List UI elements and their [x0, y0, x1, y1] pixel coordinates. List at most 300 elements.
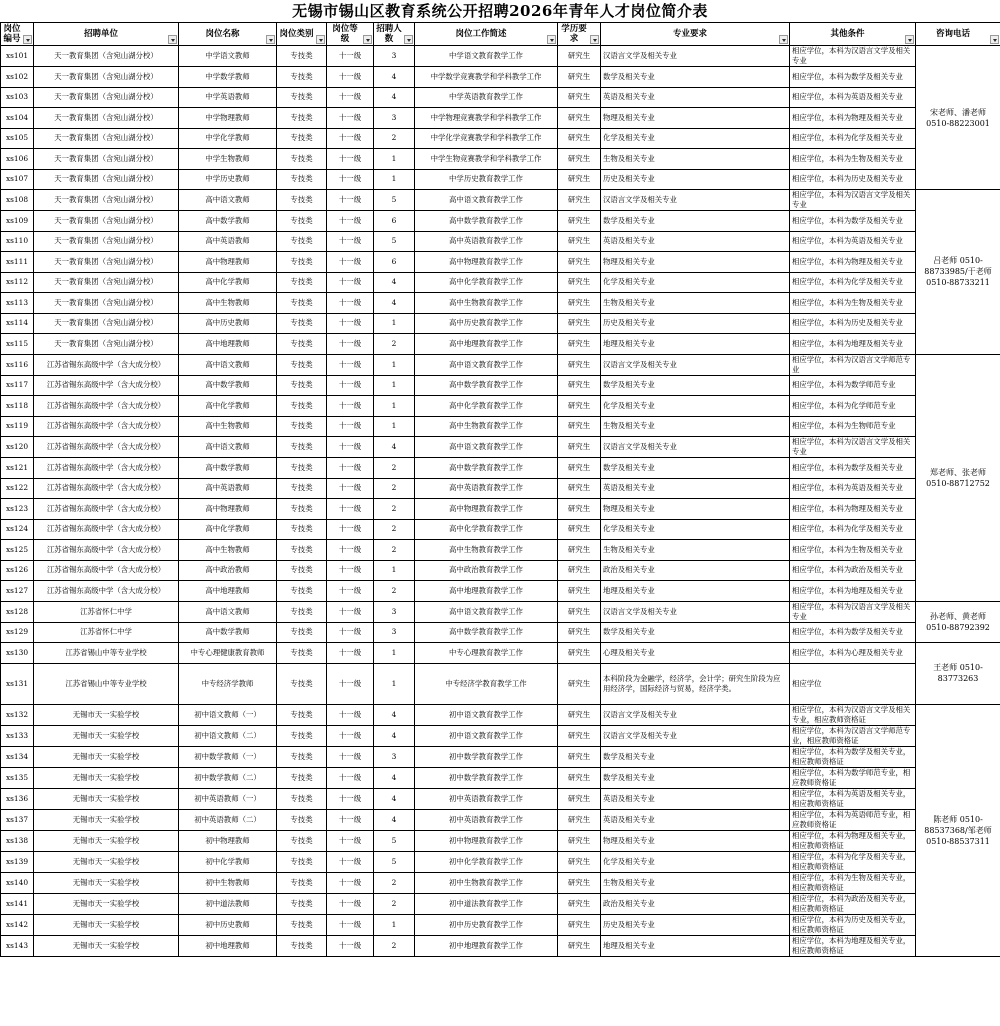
job-description-cell[interactable]: 高中语文教育教学工作 [415, 601, 558, 622]
employer-cell[interactable]: 江苏省锡东高级中学（含大成分校） [34, 478, 179, 499]
job-description-cell[interactable]: 初中物理教育教学工作 [415, 830, 558, 851]
employer-cell[interactable]: 无锡市天一实验学校 [34, 746, 179, 767]
level-cell[interactable]: 十一级 [327, 643, 374, 664]
other-conditions-cell[interactable]: 相应学位，本科为化学及相关专业 [790, 128, 916, 149]
employer-cell[interactable]: 江苏省怀仁中学 [34, 622, 179, 643]
level-cell[interactable]: 十一级 [327, 478, 374, 499]
job-description-cell[interactable]: 高中历史教育教学工作 [415, 313, 558, 334]
employer-cell[interactable]: 天一教育集团（含宛山湖分校） [34, 190, 179, 211]
position-id-cell[interactable]: xs125 [1, 540, 34, 561]
headcount-cell[interactable]: 1 [374, 169, 415, 190]
education-cell[interactable]: 研究生 [558, 663, 601, 704]
level-cell[interactable]: 十一级 [327, 458, 374, 479]
headcount-cell[interactable]: 5 [374, 190, 415, 211]
position-name-cell[interactable]: 高中语文教师 [179, 354, 277, 375]
category-cell[interactable]: 专技类 [277, 437, 327, 458]
job-description-cell[interactable]: 高中生物教育教学工作 [415, 540, 558, 561]
education-cell[interactable]: 研究生 [558, 458, 601, 479]
major-cell[interactable]: 政治及相关专业 [601, 560, 790, 581]
major-cell[interactable]: 本科阶段为金融学，经济学，会计学；研究生阶段为应用经济学，国际经济与贸易，经济学类。 [601, 663, 790, 704]
level-cell[interactable]: 十一级 [327, 788, 374, 809]
employer-cell[interactable]: 江苏省锡山中等专业学校 [34, 643, 179, 664]
other-conditions-cell[interactable]: 相应学位，本科为政治及相关专业，相应教师资格证 [790, 893, 916, 914]
filter-dropdown-icon[interactable] [590, 35, 599, 44]
major-cell[interactable]: 地理及相关专业 [601, 581, 790, 602]
position-name-cell[interactable]: 初中化学教师 [179, 851, 277, 872]
category-cell[interactable]: 专技类 [277, 46, 327, 67]
education-cell[interactable]: 研究生 [558, 746, 601, 767]
other-conditions-cell[interactable]: 相应学位，本科为英语及相关专业，相应教师资格证 [790, 788, 916, 809]
job-description-cell[interactable]: 初中道法教育教学工作 [415, 893, 558, 914]
job-description-cell[interactable]: 高中化学教育教学工作 [415, 272, 558, 293]
headcount-cell[interactable]: 1 [374, 643, 415, 664]
job-description-cell[interactable]: 中学语文教育教学工作 [415, 46, 558, 67]
level-cell[interactable]: 十一级 [327, 87, 374, 108]
category-cell[interactable]: 专技类 [277, 149, 327, 170]
employer-cell[interactable]: 江苏省锡东高级中学（含大成分校） [34, 354, 179, 375]
level-cell[interactable]: 十一级 [327, 169, 374, 190]
level-cell[interactable]: 十一级 [327, 725, 374, 746]
other-conditions-cell[interactable]: 相应学位，本科为英语及相关专业 [790, 87, 916, 108]
job-description-cell[interactable]: 初中数学教育教学工作 [415, 767, 558, 788]
employer-cell[interactable]: 天一教育集团（含宛山湖分校） [34, 169, 179, 190]
job-description-cell[interactable]: 高中英语教育教学工作 [415, 231, 558, 252]
category-cell[interactable]: 专技类 [277, 375, 327, 396]
position-name-cell[interactable]: 初中地理教师 [179, 935, 277, 956]
other-conditions-cell[interactable]: 相应学位，本科为汉语言文学及相关专业 [790, 601, 916, 622]
education-cell[interactable]: 研究生 [558, 67, 601, 88]
other-conditions-cell[interactable]: 相应学位，本科为心理及相关专业 [790, 643, 916, 664]
education-cell[interactable]: 研究生 [558, 313, 601, 334]
employer-cell[interactable]: 江苏省锡东高级中学（含大成分校） [34, 458, 179, 479]
headcount-cell[interactable]: 2 [374, 540, 415, 561]
position-name-cell[interactable]: 中学物理教师 [179, 108, 277, 129]
category-cell[interactable]: 专技类 [277, 67, 327, 88]
category-cell[interactable]: 专技类 [277, 108, 327, 129]
header-position-level[interactable]: 岗位等级 [327, 23, 374, 46]
major-cell[interactable]: 汉语言文学及相关专业 [601, 601, 790, 622]
job-description-cell[interactable]: 高中生物教育教学工作 [415, 416, 558, 437]
position-id-cell[interactable]: xs123 [1, 499, 34, 520]
category-cell[interactable]: 专技类 [277, 830, 327, 851]
position-name-cell[interactable]: 初中物理教师 [179, 830, 277, 851]
contact-cell[interactable]: 宋老师、潘老师 0510-88223001 [916, 46, 1000, 190]
position-id-cell[interactable]: xs137 [1, 809, 34, 830]
major-cell[interactable]: 历史及相关专业 [601, 169, 790, 190]
other-conditions-cell[interactable]: 相应学位，本科为生物师范专业 [790, 416, 916, 437]
job-description-cell[interactable]: 高中语文教育教学工作 [415, 354, 558, 375]
position-name-cell[interactable]: 中学英语教师 [179, 87, 277, 108]
level-cell[interactable]: 十一级 [327, 190, 374, 211]
job-description-cell[interactable]: 初中英语教育教学工作 [415, 809, 558, 830]
other-conditions-cell[interactable]: 相应学位，本科为化学及相关专业，相应教师资格证 [790, 851, 916, 872]
major-cell[interactable]: 汉语言文学及相关专业 [601, 190, 790, 211]
category-cell[interactable]: 专技类 [277, 252, 327, 273]
headcount-cell[interactable]: 2 [374, 935, 415, 956]
category-cell[interactable]: 专技类 [277, 872, 327, 893]
category-cell[interactable]: 专技类 [277, 416, 327, 437]
headcount-cell[interactable]: 2 [374, 478, 415, 499]
level-cell[interactable]: 十一级 [327, 519, 374, 540]
filter-dropdown-icon[interactable] [316, 35, 325, 44]
position-name-cell[interactable]: 高中数学教师 [179, 375, 277, 396]
employer-cell[interactable]: 无锡市天一实验学校 [34, 935, 179, 956]
header-employer[interactable]: 招聘单位 [34, 23, 179, 46]
education-cell[interactable]: 研究生 [558, 354, 601, 375]
education-cell[interactable]: 研究生 [558, 169, 601, 190]
headcount-cell[interactable]: 5 [374, 851, 415, 872]
level-cell[interactable]: 十一级 [327, 767, 374, 788]
level-cell[interactable]: 十一级 [327, 560, 374, 581]
other-conditions-cell[interactable]: 相应学位，本科为汉语言文学及相关专业 [790, 190, 916, 211]
employer-cell[interactable]: 江苏省锡山中等专业学校 [34, 663, 179, 704]
education-cell[interactable]: 研究生 [558, 935, 601, 956]
major-cell[interactable]: 生物及相关专业 [601, 293, 790, 314]
contact-cell[interactable]: 吕老师 0510-88733985/于老师 0510-88733211 [916, 190, 1000, 355]
employer-cell[interactable]: 天一教育集团（含宛山湖分校） [34, 293, 179, 314]
position-name-cell[interactable]: 中学历史教师 [179, 169, 277, 190]
position-name-cell[interactable]: 高中历史教师 [179, 313, 277, 334]
employer-cell[interactable]: 无锡市天一实验学校 [34, 788, 179, 809]
education-cell[interactable]: 研究生 [558, 830, 601, 851]
header-job-description[interactable]: 岗位工作简述 [415, 23, 558, 46]
contact-cell[interactable]: 王老师 0510-83773263 [916, 643, 1000, 705]
education-cell[interactable]: 研究生 [558, 211, 601, 232]
position-name-cell[interactable]: 初中语文教师（二） [179, 725, 277, 746]
category-cell[interactable]: 专技类 [277, 396, 327, 417]
headcount-cell[interactable]: 2 [374, 519, 415, 540]
headcount-cell[interactable]: 4 [374, 67, 415, 88]
education-cell[interactable]: 研究生 [558, 478, 601, 499]
position-name-cell[interactable]: 高中生物教师 [179, 293, 277, 314]
level-cell[interactable]: 十一级 [327, 914, 374, 935]
category-cell[interactable]: 专技类 [277, 893, 327, 914]
other-conditions-cell[interactable]: 相应学位，本科为历史及相关专业，相应教师资格证 [790, 914, 916, 935]
education-cell[interactable]: 研究生 [558, 788, 601, 809]
level-cell[interactable]: 十一级 [327, 231, 374, 252]
employer-cell[interactable]: 无锡市天一实验学校 [34, 767, 179, 788]
category-cell[interactable]: 专技类 [277, 581, 327, 602]
headcount-cell[interactable]: 2 [374, 458, 415, 479]
major-cell[interactable]: 历史及相关专业 [601, 914, 790, 935]
category-cell[interactable]: 专技类 [277, 914, 327, 935]
major-cell[interactable]: 英语及相关专业 [601, 231, 790, 252]
position-id-cell[interactable]: xs111 [1, 252, 34, 273]
level-cell[interactable]: 十一级 [327, 354, 374, 375]
filter-dropdown-icon[interactable] [23, 35, 32, 44]
position-name-cell[interactable]: 初中英语教师（二） [179, 809, 277, 830]
category-cell[interactable]: 专技类 [277, 746, 327, 767]
position-id-cell[interactable]: xs130 [1, 643, 34, 664]
position-name-cell[interactable]: 高中化学教师 [179, 519, 277, 540]
other-conditions-cell[interactable]: 相应学位，本科为汉语言文学师范专业 [790, 354, 916, 375]
education-cell[interactable]: 研究生 [558, 704, 601, 725]
education-cell[interactable]: 研究生 [558, 87, 601, 108]
position-id-cell[interactable]: xs121 [1, 458, 34, 479]
major-cell[interactable]: 英语及相关专业 [601, 788, 790, 809]
level-cell[interactable]: 十一级 [327, 375, 374, 396]
position-id-cell[interactable]: xs117 [1, 375, 34, 396]
other-conditions-cell[interactable]: 相应学位 [790, 663, 916, 704]
level-cell[interactable]: 十一级 [327, 128, 374, 149]
level-cell[interactable]: 十一级 [327, 893, 374, 914]
position-id-cell[interactable]: xs118 [1, 396, 34, 417]
level-cell[interactable]: 十一级 [327, 622, 374, 643]
headcount-cell[interactable]: 4 [374, 272, 415, 293]
category-cell[interactable]: 专技类 [277, 788, 327, 809]
major-cell[interactable]: 历史及相关专业 [601, 313, 790, 334]
other-conditions-cell[interactable]: 相应学位，本科为数学师范专业 [790, 375, 916, 396]
position-name-cell[interactable]: 高中数学教师 [179, 458, 277, 479]
position-name-cell[interactable]: 高中化学教师 [179, 272, 277, 293]
category-cell[interactable]: 专技类 [277, 272, 327, 293]
major-cell[interactable]: 数学及相关专业 [601, 211, 790, 232]
position-id-cell[interactable]: xs109 [1, 211, 34, 232]
job-description-cell[interactable]: 初中语文教育教学工作 [415, 704, 558, 725]
headcount-cell[interactable]: 4 [374, 809, 415, 830]
position-name-cell[interactable]: 高中语文教师 [179, 190, 277, 211]
other-conditions-cell[interactable]: 相应学位，本科为英语师范专业，相应教师资格证 [790, 809, 916, 830]
headcount-cell[interactable]: 4 [374, 725, 415, 746]
filter-dropdown-icon[interactable] [404, 35, 413, 44]
other-conditions-cell[interactable]: 相应学位，本科为英语及相关专业 [790, 478, 916, 499]
contact-cell[interactable]: 孙老师、黄老师 0510-88792392 [916, 601, 1000, 643]
position-name-cell[interactable]: 高中地理教师 [179, 581, 277, 602]
category-cell[interactable]: 专技类 [277, 354, 327, 375]
position-name-cell[interactable]: 初中生物教师 [179, 872, 277, 893]
other-conditions-cell[interactable]: 相应学位，本科为地理及相关专业 [790, 334, 916, 355]
filter-dropdown-icon[interactable] [363, 35, 372, 44]
job-description-cell[interactable]: 中专经济学教育教学工作 [415, 663, 558, 704]
category-cell[interactable]: 专技类 [277, 499, 327, 520]
major-cell[interactable]: 化学及相关专业 [601, 519, 790, 540]
position-id-cell[interactable]: xs108 [1, 190, 34, 211]
major-cell[interactable]: 化学及相关专业 [601, 396, 790, 417]
other-conditions-cell[interactable]: 相应学位，本科为数学及相关专业 [790, 211, 916, 232]
major-cell[interactable]: 生物及相关专业 [601, 872, 790, 893]
header-position-category[interactable]: 岗位类别 [277, 23, 327, 46]
level-cell[interactable]: 十一级 [327, 809, 374, 830]
position-name-cell[interactable]: 初中历史教师 [179, 914, 277, 935]
major-cell[interactable]: 数学及相关专业 [601, 375, 790, 396]
major-cell[interactable]: 数学及相关专业 [601, 622, 790, 643]
employer-cell[interactable]: 江苏省锡东高级中学（含大成分校） [34, 396, 179, 417]
category-cell[interactable]: 专技类 [277, 622, 327, 643]
headcount-cell[interactable]: 1 [374, 416, 415, 437]
headcount-cell[interactable]: 3 [374, 746, 415, 767]
employer-cell[interactable]: 天一教育集团（含宛山湖分校） [34, 149, 179, 170]
education-cell[interactable]: 研究生 [558, 231, 601, 252]
employer-cell[interactable]: 天一教育集团（含宛山湖分校） [34, 313, 179, 334]
level-cell[interactable]: 十一级 [327, 581, 374, 602]
major-cell[interactable]: 英语及相关专业 [601, 87, 790, 108]
category-cell[interactable]: 专技类 [277, 601, 327, 622]
job-description-cell[interactable]: 高中英语教育教学工作 [415, 478, 558, 499]
position-name-cell[interactable]: 中学数学教师 [179, 67, 277, 88]
education-cell[interactable]: 研究生 [558, 375, 601, 396]
job-description-cell[interactable]: 初中地理教育教学工作 [415, 935, 558, 956]
position-name-cell[interactable]: 高中物理教师 [179, 252, 277, 273]
category-cell[interactable]: 专技类 [277, 128, 327, 149]
position-id-cell[interactable]: xs132 [1, 704, 34, 725]
header-education[interactable]: 学历要求 [558, 23, 601, 46]
position-id-cell[interactable]: xs136 [1, 788, 34, 809]
major-cell[interactable]: 汉语言文学及相关专业 [601, 704, 790, 725]
level-cell[interactable]: 十一级 [327, 499, 374, 520]
major-cell[interactable]: 化学及相关专业 [601, 272, 790, 293]
level-cell[interactable]: 十一级 [327, 830, 374, 851]
position-id-cell[interactable]: xs102 [1, 67, 34, 88]
other-conditions-cell[interactable]: 相应学位，本科为汉语言文学及相关专业，相应教师资格证 [790, 704, 916, 725]
position-name-cell[interactable]: 高中化学教师 [179, 396, 277, 417]
filter-dropdown-icon[interactable] [547, 35, 556, 44]
education-cell[interactable]: 研究生 [558, 893, 601, 914]
level-cell[interactable]: 十一级 [327, 67, 374, 88]
job-description-cell[interactable]: 高中数学教育教学工作 [415, 622, 558, 643]
employer-cell[interactable]: 无锡市天一实验学校 [34, 851, 179, 872]
level-cell[interactable]: 十一级 [327, 437, 374, 458]
major-cell[interactable]: 化学及相关专业 [601, 851, 790, 872]
other-conditions-cell[interactable]: 相应学位，本科为汉语言文学及相关专业 [790, 437, 916, 458]
headcount-cell[interactable]: 2 [374, 893, 415, 914]
position-id-cell[interactable]: xs120 [1, 437, 34, 458]
employer-cell[interactable]: 天一教育集团（含宛山湖分校） [34, 108, 179, 129]
category-cell[interactable]: 专技类 [277, 190, 327, 211]
header-major[interactable]: 专业要求 [601, 23, 790, 46]
education-cell[interactable]: 研究生 [558, 519, 601, 540]
position-id-cell[interactable]: xs141 [1, 893, 34, 914]
employer-cell[interactable]: 无锡市天一实验学校 [34, 893, 179, 914]
education-cell[interactable]: 研究生 [558, 416, 601, 437]
category-cell[interactable]: 专技类 [277, 725, 327, 746]
employer-cell[interactable]: 天一教育集团（含宛山湖分校） [34, 46, 179, 67]
level-cell[interactable]: 十一级 [327, 704, 374, 725]
header-position-name[interactable]: 岗位名称 [179, 23, 277, 46]
major-cell[interactable]: 汉语言文学及相关专业 [601, 725, 790, 746]
contact-cell[interactable]: 陈老师 0510-88537368/邹老师 0510-88537311 [916, 704, 1000, 956]
level-cell[interactable]: 十一级 [327, 663, 374, 704]
employer-cell[interactable]: 江苏省锡东高级中学（含大成分校） [34, 375, 179, 396]
education-cell[interactable]: 研究生 [558, 581, 601, 602]
employer-cell[interactable]: 江苏省锡东高级中学（含大成分校） [34, 540, 179, 561]
employer-cell[interactable]: 江苏省锡东高级中学（含大成分校） [34, 581, 179, 602]
headcount-cell[interactable]: 1 [374, 375, 415, 396]
job-description-cell[interactable]: 高中数学教育教学工作 [415, 458, 558, 479]
major-cell[interactable]: 汉语言文学及相关专业 [601, 354, 790, 375]
position-id-cell[interactable]: xs134 [1, 746, 34, 767]
position-id-cell[interactable]: xs105 [1, 128, 34, 149]
level-cell[interactable]: 十一级 [327, 108, 374, 129]
headcount-cell[interactable]: 6 [374, 252, 415, 273]
position-id-cell[interactable]: xs133 [1, 725, 34, 746]
position-id-cell[interactable]: xs127 [1, 581, 34, 602]
major-cell[interactable]: 心理及相关专业 [601, 643, 790, 664]
headcount-cell[interactable]: 2 [374, 581, 415, 602]
other-conditions-cell[interactable]: 相应学位，本科为数学及相关专业 [790, 622, 916, 643]
headcount-cell[interactable]: 1 [374, 914, 415, 935]
category-cell[interactable]: 专技类 [277, 458, 327, 479]
filter-dropdown-icon[interactable] [905, 35, 914, 44]
education-cell[interactable]: 研究生 [558, 334, 601, 355]
category-cell[interactable]: 专技类 [277, 935, 327, 956]
major-cell[interactable]: 汉语言文学及相关专业 [601, 46, 790, 67]
other-conditions-cell[interactable]: 相应学位，本科为数学及相关专业 [790, 458, 916, 479]
position-id-cell[interactable]: xs126 [1, 560, 34, 581]
headcount-cell[interactable]: 4 [374, 293, 415, 314]
level-cell[interactable]: 十一级 [327, 851, 374, 872]
headcount-cell[interactable]: 1 [374, 560, 415, 581]
major-cell[interactable]: 地理及相关专业 [601, 935, 790, 956]
category-cell[interactable]: 专技类 [277, 560, 327, 581]
job-description-cell[interactable]: 中学化学竞赛教学和学科教学工作 [415, 128, 558, 149]
position-id-cell[interactable]: xs128 [1, 601, 34, 622]
level-cell[interactable]: 十一级 [327, 211, 374, 232]
education-cell[interactable]: 研究生 [558, 149, 601, 170]
position-id-cell[interactable]: xs122 [1, 478, 34, 499]
major-cell[interactable]: 生物及相关专业 [601, 540, 790, 561]
other-conditions-cell[interactable]: 相应学位，本科为物理及相关专业 [790, 252, 916, 273]
category-cell[interactable]: 专技类 [277, 293, 327, 314]
position-name-cell[interactable]: 初中道法教师 [179, 893, 277, 914]
headcount-cell[interactable]: 1 [374, 396, 415, 417]
job-description-cell[interactable]: 初中语文教育教学工作 [415, 725, 558, 746]
headcount-cell[interactable]: 2 [374, 334, 415, 355]
level-cell[interactable]: 十一级 [327, 313, 374, 334]
position-name-cell[interactable]: 高中数学教师 [179, 211, 277, 232]
employer-cell[interactable]: 天一教育集团（含宛山湖分校） [34, 67, 179, 88]
position-name-cell[interactable]: 中学生物教师 [179, 149, 277, 170]
headcount-cell[interactable]: 3 [374, 601, 415, 622]
position-id-cell[interactable]: xs140 [1, 872, 34, 893]
position-id-cell[interactable]: xs129 [1, 622, 34, 643]
employer-cell[interactable]: 江苏省锡东高级中学（含大成分校） [34, 499, 179, 520]
headcount-cell[interactable]: 4 [374, 704, 415, 725]
major-cell[interactable]: 政治及相关专业 [601, 893, 790, 914]
education-cell[interactable]: 研究生 [558, 540, 601, 561]
employer-cell[interactable]: 天一教育集团（含宛山湖分校） [34, 252, 179, 273]
other-conditions-cell[interactable]: 相应学位，本科为历史及相关专业 [790, 313, 916, 334]
headcount-cell[interactable]: 4 [374, 788, 415, 809]
major-cell[interactable]: 英语及相关专业 [601, 809, 790, 830]
headcount-cell[interactable]: 1 [374, 149, 415, 170]
education-cell[interactable]: 研究生 [558, 560, 601, 581]
level-cell[interactable]: 十一级 [327, 252, 374, 273]
position-id-cell[interactable]: xs139 [1, 851, 34, 872]
level-cell[interactable]: 十一级 [327, 46, 374, 67]
position-name-cell[interactable]: 中学语文教师 [179, 46, 277, 67]
position-id-cell[interactable]: xs124 [1, 519, 34, 540]
education-cell[interactable]: 研究生 [558, 190, 601, 211]
position-name-cell[interactable]: 中专心理健康教育教师 [179, 643, 277, 664]
education-cell[interactable]: 研究生 [558, 725, 601, 746]
headcount-cell[interactable]: 3 [374, 622, 415, 643]
other-conditions-cell[interactable]: 相应学位，本科为化学师范专业 [790, 396, 916, 417]
other-conditions-cell[interactable]: 相应学位，本科为英语及相关专业 [790, 231, 916, 252]
other-conditions-cell[interactable]: 相应学位，本科为汉语言文学师范专业，相应教师资格证 [790, 725, 916, 746]
level-cell[interactable]: 十一级 [327, 746, 374, 767]
category-cell[interactable]: 专技类 [277, 519, 327, 540]
category-cell[interactable]: 专技类 [277, 334, 327, 355]
category-cell[interactable]: 专技类 [277, 231, 327, 252]
headcount-cell[interactable]: 2 [374, 872, 415, 893]
employer-cell[interactable]: 天一教育集团（含宛山湖分校） [34, 87, 179, 108]
education-cell[interactable]: 研究生 [558, 643, 601, 664]
other-conditions-cell[interactable]: 相应学位，本科为地理及相关专业，相应教师资格证 [790, 935, 916, 956]
major-cell[interactable]: 数学及相关专业 [601, 458, 790, 479]
employer-cell[interactable]: 无锡市天一实验学校 [34, 725, 179, 746]
job-description-cell[interactable]: 高中地理教育教学工作 [415, 334, 558, 355]
education-cell[interactable]: 研究生 [558, 914, 601, 935]
